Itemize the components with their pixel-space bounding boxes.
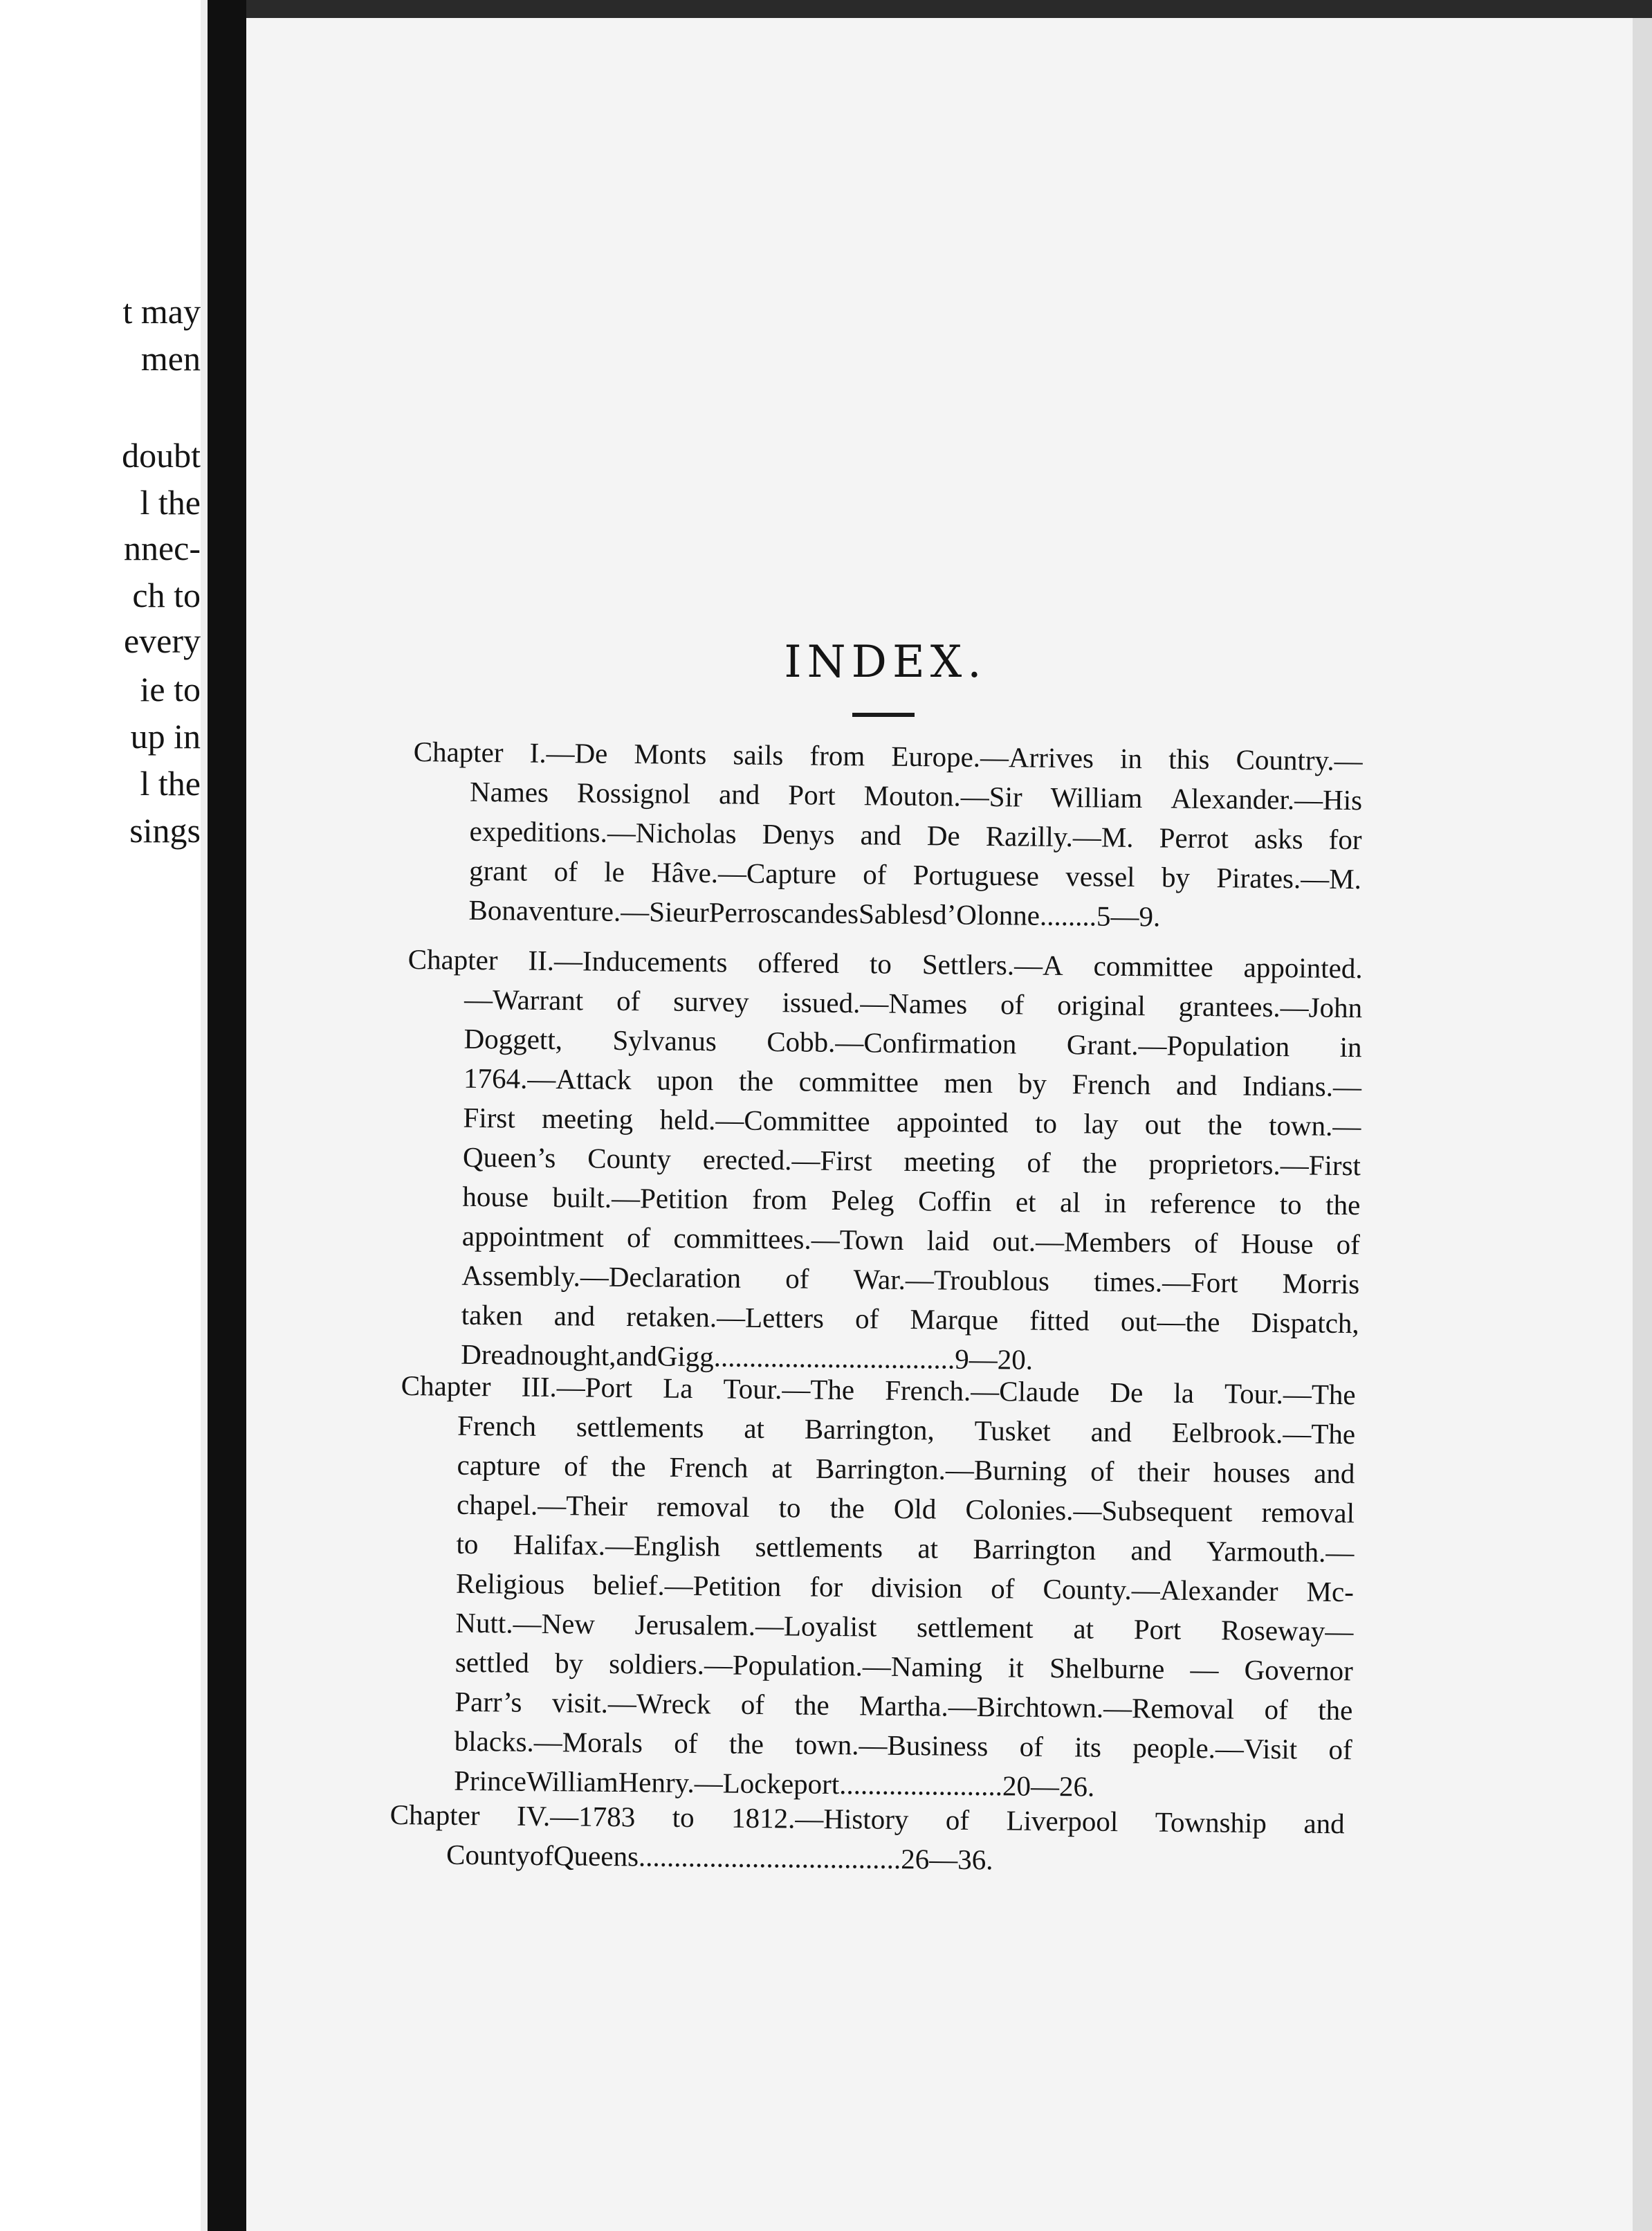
entry-line: Bonaventure.—Sieur Perroscan des Sables d’Olonne........5—9. [468, 893, 1161, 933]
left-page-fragment: l the [140, 764, 201, 803]
index-entry-chapter-2 [404, 940, 1363, 1383]
index-entry-chapter-1 [412, 732, 1363, 938]
left-page-fragment: doubt [122, 436, 201, 475]
book-binding-shadow [208, 0, 246, 2231]
left-page-fragment: ie to [140, 670, 201, 709]
entry-line: grant of le Hâve.—Capture of Portuguese vessel by Pirates.—M. [468, 854, 1362, 895]
entry-line: Chapter IV.—1783 to 1812.—History of Liverpool Township and [389, 1798, 1345, 1840]
entry-line: taken and retaken.—Letters of Marque fitted out—the Dispatch, [461, 1298, 1359, 1340]
left-page-fragment: up in [130, 717, 201, 756]
entry-line: Religious belief.—Petition for division of County.—Alexander Mc- [455, 1567, 1355, 1608]
entry-line: blacks.—Morals of the town.—Business of its people.—Visit of [454, 1724, 1352, 1766]
page-top-edge [246, 0, 1652, 18]
entry-line: Queen’s County erected.—First meeting of the proprietors.—First [462, 1140, 1361, 1182]
entry-line: to Halifax.—English settlements at Barrington and Yarmouth.— [456, 1527, 1355, 1569]
title-rule [852, 713, 915, 717]
entry-line: Dreadnought, and Gigg ..................................9—20. [461, 1338, 1034, 1376]
entry-line: Chapter I.—De Monts sails from Europe.—Arrives in this Country.— [413, 735, 1363, 777]
entry-line: house built.—Petition from Peleg Coffin et al in reference to the [462, 1180, 1361, 1221]
page-right-edge [1633, 18, 1652, 2231]
entry-line: settled by soldiers.—Population.—Naming it Shelburne — Governor [455, 1646, 1354, 1687]
entry-line: County of Queens .....................................26—36. [446, 1838, 993, 1876]
entry-line: —Warrant of survey issued.—Names of original grantees.—John [464, 983, 1363, 1024]
entry-line: appointment of committees.—Town laid out.—Members of House of [461, 1219, 1361, 1261]
left-page-fragment: t may [122, 292, 201, 331]
entry-line: expeditions.—Nicholas Denys and De Razilly.—M. Perrot asks for [469, 814, 1362, 856]
entry-line: chapel.—Their removal to the Old Colonies.—Subsequent removal [456, 1488, 1355, 1529]
entry-line: Nutt.—New Jerusalem.—Loyalist settlement at Port Roseway— [455, 1606, 1354, 1648]
entry-line: Prince William Henry.—Lockeport .......................20—26. [454, 1764, 1095, 1803]
page-title: INDEX. [784, 637, 987, 688]
entry-line: Parr’s visit.—Wreck of the Martha.—Birchtown.—Removal of the [455, 1685, 1353, 1727]
index-entry-chapter-3 [397, 1366, 1356, 1809]
entry-line: First meeting held.—Committee appointed to lay out the town.— [463, 1101, 1361, 1142]
left-page-fragment: sings [129, 811, 201, 850]
entry-line: French settlements at Barrington, Tusket and Eelbrook.—The [457, 1409, 1356, 1450]
entry-line: Doggett, Sylvanus Cobb.—Confirmation Grant.—Population in [464, 1022, 1362, 1064]
left-page-fragment: nnec- [123, 529, 201, 567]
left-page-fragment: l the [140, 483, 201, 522]
left-page-fragment: men [140, 339, 201, 378]
left-facing-page [0, 0, 201, 2231]
entry-line: Assembly.—Declaration of War.—Troublous times.—Fort Morris [461, 1259, 1360, 1300]
entry-line: Chapter III.—Port La Tour.—The French.—Claude De la Tour.—The [401, 1369, 1356, 1411]
left-page-fragment: every [123, 621, 201, 660]
entry-line: Names Rossignol and Port Mouton.—Sir William Alexander.—His [469, 775, 1363, 817]
index-entry-chapter-4 [389, 1795, 1345, 1883]
left-page-fragment: ch to [132, 576, 201, 614]
entry-line: 1764.—Attack upon the committee men by French and Indians.— [463, 1062, 1362, 1103]
entry-line: capture of the French at Barrington.—Burning of their houses and [457, 1448, 1355, 1490]
entry-line: Chapter II.—Inducements offered to Settlers.—A committee appointed. [407, 943, 1363, 985]
